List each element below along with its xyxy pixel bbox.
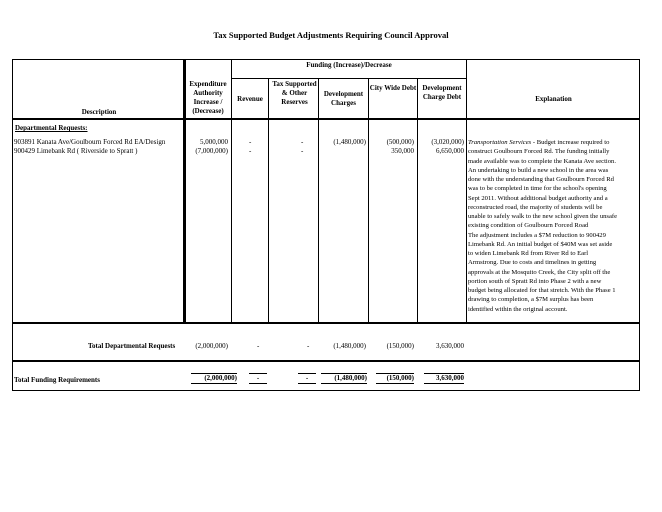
explanation-line: Budget increase required to: [535, 139, 610, 146]
explanation-header: Explanation: [535, 95, 572, 103]
row-city-debt: (500,000): [386, 138, 414, 146]
development-charges-header: Development Charges: [323, 90, 364, 107]
divider: [368, 78, 369, 322]
explanation-line: reconstructed road, the majority of students will be: [468, 203, 603, 211]
divider: [13, 322, 639, 324]
total-funding-dev-charges: (1,480,000): [321, 373, 367, 384]
explanation-line: construct Goulbourn Forced Rd. The funding initially: [468, 148, 610, 156]
page-title: Tax Supported Budget Adjustments Requiring Council Approval: [213, 30, 449, 40]
divider: [466, 60, 467, 322]
divider: [417, 78, 418, 322]
row-dev-charge-debt: 6,650,000: [436, 147, 464, 155]
total-departmental-label: Total Departmental Requests: [88, 342, 176, 350]
total-funding-revenue: -: [249, 373, 267, 384]
row-tax: -: [301, 147, 304, 155]
row-expenditure: 5,000,000: [200, 138, 228, 146]
section-title: Departmental Requests:: [15, 124, 88, 132]
divider: [318, 78, 319, 322]
expenditure-header: Expenditure Authority Increase / (Decrease): [189, 80, 227, 115]
total-funding-expenditure: (2,000,000): [191, 373, 237, 384]
description-header: Description: [81, 108, 117, 116]
row-description: 903891 Kanata Ave/Goulbourn Forced Rd EA/Design: [14, 138, 166, 146]
revenue-header: Revenue: [237, 95, 263, 103]
explanation-line: The adjustment includes a $7M reduction to 900429: [468, 231, 606, 239]
header-rule: [13, 118, 639, 120]
row-tax: -: [301, 138, 304, 146]
explanation-line: An undertaking to build a new school in the area was: [468, 166, 609, 174]
total-departmental-revenue: -: [257, 342, 260, 350]
explanation-line: unable to safely walk to the new school given the unsafe: [468, 213, 618, 220]
explanation-line: portion south of Spratt Rd into Phase 2 with a new: [468, 277, 602, 285]
explanation-lead: Transportation Services -: [468, 139, 536, 146]
divider: [268, 78, 269, 322]
explanation-line: done with the understanding that Goulbourn Forced Rd: [468, 176, 614, 183]
row-revenue: -: [249, 147, 252, 155]
total-funding-city-debt: (150,000): [376, 373, 414, 384]
city-wide-debt-header: City Wide Debt: [369, 84, 417, 92]
budget-table: [12, 59, 640, 391]
row-dev-charge-debt: (3,020,000): [431, 138, 464, 146]
row-description: 900429 Limebank Rd ( Riverside to Spratt ): [14, 147, 138, 155]
total-departmental-tax: -: [307, 342, 310, 350]
row-expenditure: (7,000,000): [195, 147, 228, 155]
total-funding-label: Total Funding Requirements: [14, 376, 100, 384]
development-charge-debt-header: Development Charge Debt: [422, 84, 462, 101]
total-funding-dev-charge-debt: 3,630,000: [424, 373, 464, 384]
explanation-line: made available was to complete the Kanata Ave section.: [468, 157, 616, 165]
explanation-line: approvals at the Mosquito Creek, the City split off the: [468, 268, 611, 276]
row-dev-charges: (1,480,000): [333, 138, 366, 146]
total-departmental-dev-charges: (1,480,000): [333, 342, 366, 350]
total-departmental-dev-charge-debt: 3,630,000: [436, 342, 464, 350]
funding-group-header: Funding (Increase)/Decrease: [306, 61, 392, 69]
tax-reserves-header: Tax Supported & Other Reserves: [272, 80, 317, 106]
explanation-line: to widen Limebank Rd from River Rd to Earl: [468, 250, 589, 257]
explanation-line: was to be completed in time for the school's opening: [468, 185, 607, 193]
explanation-line: budget being allocated for that stretch. With the Phase 1: [468, 287, 616, 294]
total-departmental-city-debt: (150,000): [386, 342, 414, 350]
divider: [13, 360, 639, 362]
row-revenue: -: [249, 138, 252, 146]
explanation-line: existing condition of Goulbourn Forced Road: [468, 222, 589, 230]
explanation-text: [468, 138, 640, 314]
explanation-line: Limebank Rd. An initial budget of $40M was set aside: [468, 240, 613, 248]
explanation-line: drawing to completion, a $7M surplus has been: [468, 296, 594, 304]
total-funding-tax: -: [298, 373, 316, 384]
explanation-line: identified within the original account.: [468, 305, 568, 313]
row-city-debt: 350,000: [391, 147, 414, 155]
explanation-line: Sept 2011. Without additional budget authority and a: [468, 194, 608, 202]
divider: [232, 78, 466, 79]
explanation-line: Armstrong. Due to costs and timelines in getting: [468, 259, 597, 267]
total-departmental-expenditure: (2,000,000): [195, 342, 228, 350]
